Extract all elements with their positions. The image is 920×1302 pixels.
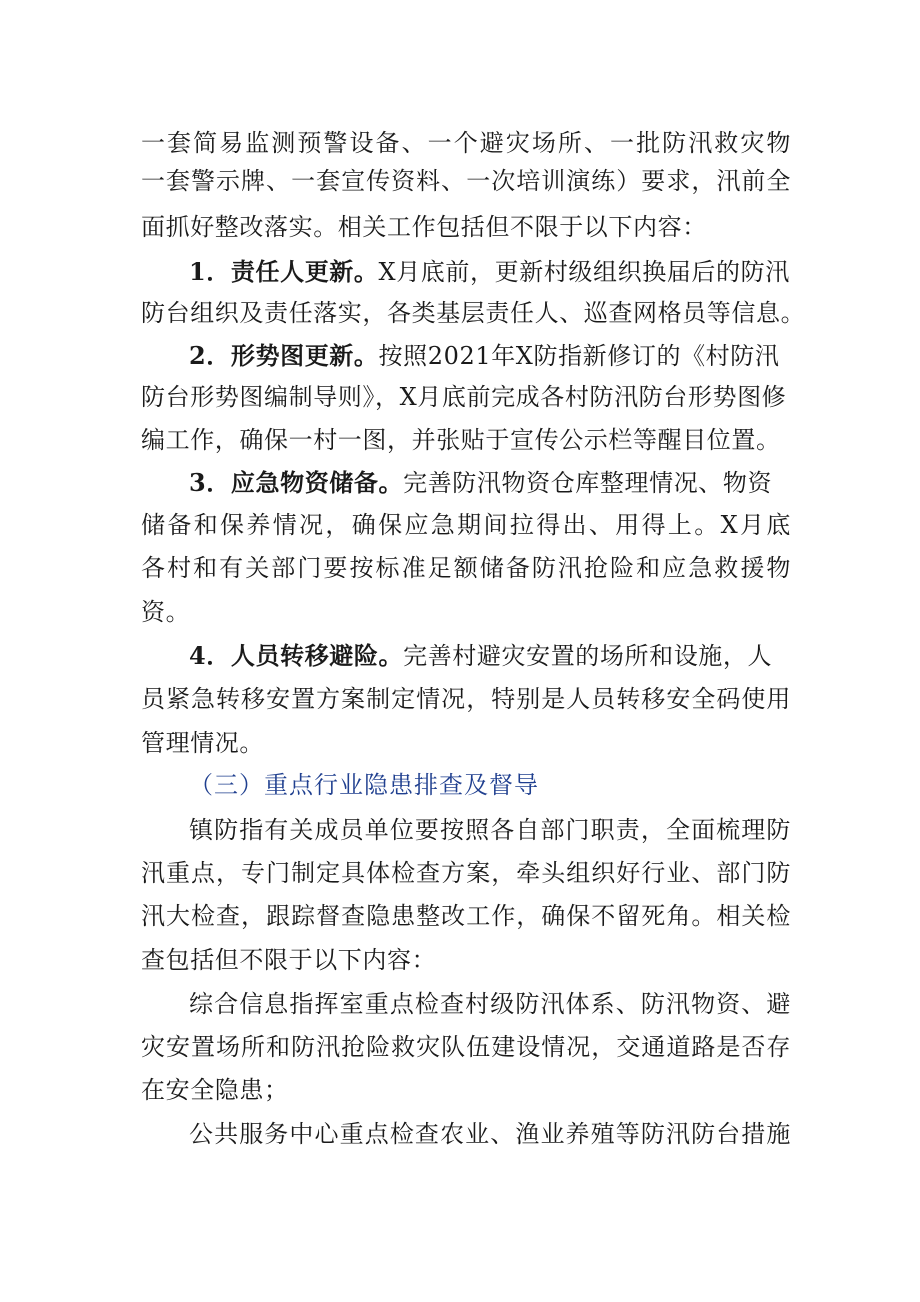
item-3-line-2: 储备和保养情况，确保应急期间拉得出、用得上。X月底: [141, 511, 791, 539]
para-1-line-1: 镇防指有关成员单位要按照各自部门职责，全面梳理防: [189, 816, 791, 844]
item-4-first-line: [189, 641, 791, 671]
intro-line-3: 面抓好整改落实。相关工作包括但不限于以下内容：: [141, 213, 707, 241]
para-2-line-3: 在安全隐患；: [141, 1076, 289, 1104]
section-heading: （三）重点行业隐患排查及督导: [189, 771, 539, 799]
item-4-line-3: 管理情况。: [141, 729, 264, 757]
intro-line-2: 一套警示牌、一套宣传资料、一次培训演练）要求，汛前全: [141, 167, 791, 195]
para-2-line-1: 综合信息指挥室重点检查村级防汛体系、防汛物资、避: [189, 990, 791, 1018]
item-3-line-4: 资。: [141, 598, 191, 626]
item-4-title: 人员转移避险。: [230, 641, 404, 670]
item-2-text: 按照2021年X防指新修订的《村防汛: [378, 342, 780, 370]
item-1-first-line: [189, 257, 791, 287]
item-2-title: 形势图更新。: [230, 341, 379, 370]
item-1-line-2: 防台组织及责任落实，各类基层责任人、巡查网格员等信息。: [141, 299, 806, 327]
para-1-line-3: 汛大检查，跟踪督查隐患整改工作，确保不留死角。相关检: [141, 902, 791, 930]
item-3-first-line: [189, 468, 791, 498]
para-2-line-2: 灾安置场所和防汛抢险救灾队伍建设情况，交通道路是否存: [141, 1033, 791, 1061]
item-4-number: 4．: [189, 641, 231, 670]
intro-line-1: 一套简易监测预警设备、一个避灾场所、一批防汛救灾物: [141, 129, 791, 157]
item-2-line-2: 防台形势图编制导则》，X月底前完成各村防汛防台形势图修: [141, 383, 787, 411]
item-3-title: 应急物资储备。: [230, 468, 404, 497]
item-4-text: 完善村避灾安置的场所和设施，人: [403, 642, 773, 670]
item-2-first-line: [189, 341, 791, 371]
item-1-text: X月底前，更新村级组织换届后的防汛: [378, 258, 790, 286]
item-3-number: 3．: [189, 468, 231, 497]
item-3-line-3: 各村和有关部门要按标准足额储备防汛抢险和应急救援物: [141, 554, 791, 582]
para-1-line-4: 查包括但不限于以下内容：: [141, 946, 437, 974]
item-2-number: 2．: [189, 341, 231, 370]
item-4-line-2: 员紧急转移安置方案制定情况，特别是人员转移安全码使用: [141, 685, 791, 713]
item-1-title: 责任人更新。: [230, 257, 379, 286]
item-3-text: 完善防汛物资仓库整理情况、物资: [403, 469, 773, 497]
item-1-number: 1．: [189, 257, 231, 286]
para-1-line-2: 汛重点，专门制定具体检查方案，牵头组织好行业、部门防: [141, 859, 791, 887]
item-2-line-3: 编工作，确保一村一图，并张贴于宣传公示栏等醒目位置。: [141, 426, 781, 454]
para-3-line-1: 公共服务中心重点检查农业、渔业养殖等防汛防台措施: [189, 1120, 791, 1148]
